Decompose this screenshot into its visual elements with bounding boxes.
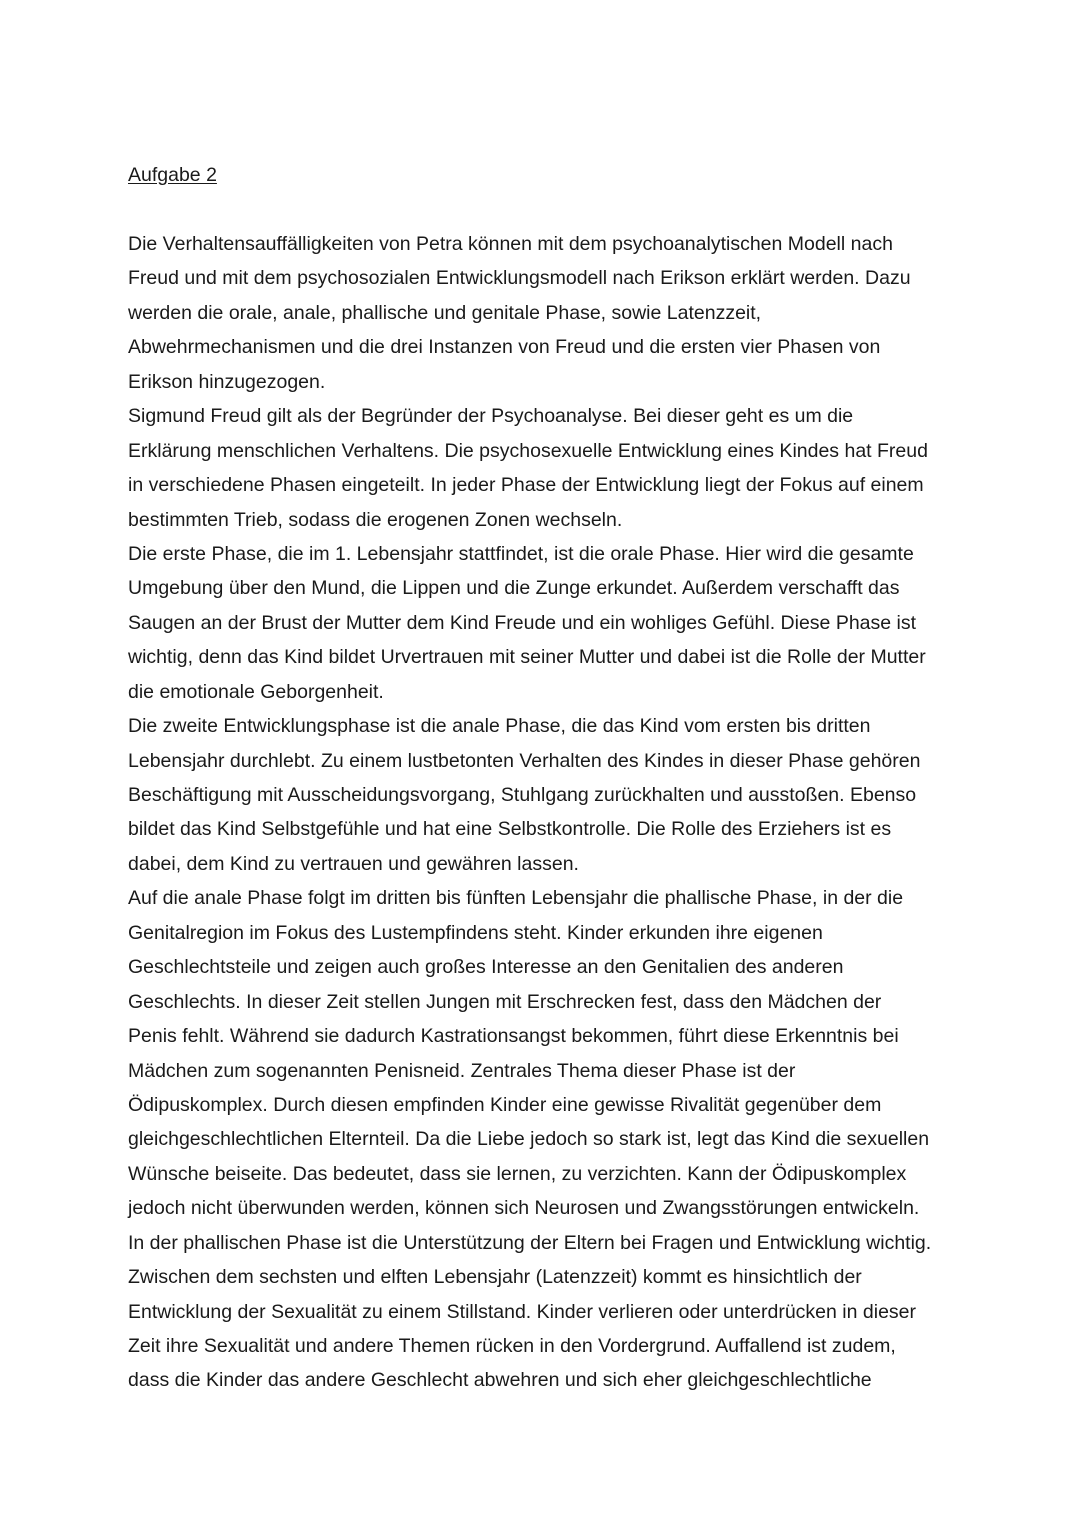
text-line: Freud und mit dem psychosozialen Entwicklungsmodell nach Erikson erklärt werden. Dazu [128,267,911,290]
text-line: Zwischen dem sechsten und elften Lebensjahr (Latenzzeit) kommt es hinsichtlich der [128,1266,862,1289]
section-heading: Aufgabe 2 [128,164,217,186]
text-line: bildet das Kind Selbstgefühle und hat eine Selbstkontrolle. Die Rolle des Erziehers ist es [128,818,892,841]
text-line: Abwehrmechanismen und die drei Instanzen von Freud und die ersten vier Phasen von [128,336,881,359]
text-line: Auf die anale Phase folgt im dritten bis fünften Lebensjahr die phallische Phase, in der die [128,887,904,910]
text-line: Sigmund Freud gilt als der Begründer der Psychoanalyse. Bei dieser geht es um die [128,405,854,428]
text-line: dabei, dem Kind zu vertrauen und gewähren lassen. [128,852,579,875]
text-line: Beschäftigung mit Ausscheidungsvorgang, Stuhlgang zurückhalten und ausstoßen. Ebenso [128,784,917,806]
text-line: Geschlechtsteile und zeigen auch großes Interesse an den Genitalien des anderen [128,956,844,979]
text-line: Geschlechts. In dieser Zeit stellen Jungen mit Erschrecken fest, dass den Mädchen der [128,990,882,1013]
text-line: Die zweite Entwicklungsphase ist die anale Phase, die das Kind vom ersten bis dritten [128,715,871,738]
text-line: Genitalregion im Fokus des Lustempfindens steht. Kinder erkunden ihre eigenen [128,921,823,944]
text-line: Entwicklung der Sexualität zu einem Stillstand. Kinder verlieren oder unterdrücken in dieser [128,1300,916,1323]
text-line: Die Verhaltensauffälligkeiten von Petra können mit dem psychoanalytischen Modell nach [128,233,893,255]
text-line: jedoch nicht überwunden werden, können sich Neurosen und Zwangsstörungen entwickeln. [128,1197,920,1220]
text-line: Mädchen zum sogenannten Penisneid. Zentrales Thema dieser Phase ist der [128,1059,796,1082]
text-line: Wünsche beiseite. Das bedeutet, dass sie lernen, zu verzichten. Kann der Ödipuskomplex [128,1162,907,1185]
text-line: dass die Kinder das andere Geschlecht abwehren und sich eher gleichgeschlechtliche [128,1369,872,1392]
body-text [128,230,988,1401]
text-line: in verschiedene Phasen eingeteilt. In jeder Phase der Entwicklung liegt der Fokus auf einem [128,474,924,497]
text-line: bestimmten Trieb, sodass die erogenen Zonen wechseln. [128,508,623,531]
text-line: Die erste Phase, die im 1. Lebensjahr stattfindet, ist die orale Phase. Hier wird die gesamte [128,542,914,565]
text-line: werden die orale, anale, phallische und genitale Phase, sowie Latenzzeit, [128,301,762,324]
text-line: Zeit ihre Sexualität und andere Themen rücken in den Vordergrund. Auffallend ist zudem, [128,1335,896,1357]
text-line: wichtig, denn das Kind bildet Urvertrauen mit seiner Mutter und dabei ist die Rolle der Mutter [128,646,926,669]
text-line: Umgebung über den Mund, die Lippen und die Zunge erkundet. Außerdem verschafft das [128,577,900,600]
text-line: Ödipuskomplex. Durch diesen empfinden Kinder eine gewisse Rivalität gegenüber dem [128,1093,882,1116]
text-line: Erikson hinzugezogen. [128,370,326,393]
text-line: Erklärung menschlichen Verhaltens. Die psychosexuelle Entwicklung eines Kindes hat Freud [128,439,928,462]
text-line: gleichgeschlechtlichen Elternteil. Da die Liebe jedoch so stark ist, legt das Kind die sexuellen [128,1128,930,1151]
text-line: In der phallischen Phase ist die Unterstützung der Eltern bei Fragen und Entwicklung wichtig. [128,1231,932,1254]
text-line: die emotionale Geborgenheit. [128,680,384,703]
text-line: Saugen an der Brust der Mutter dem Kind Freude und ein wohliges Gefühl. Diese Phase ist [128,611,917,634]
text-line: Lebensjahr durchlebt. Zu einem lustbetonten Verhalten des Kindes in dieser Phase gehören [128,749,921,772]
text-line: Penis fehlt. Während sie dadurch Kastrationsangst bekommen, führt diese Erkenntnis bei [128,1025,899,1048]
